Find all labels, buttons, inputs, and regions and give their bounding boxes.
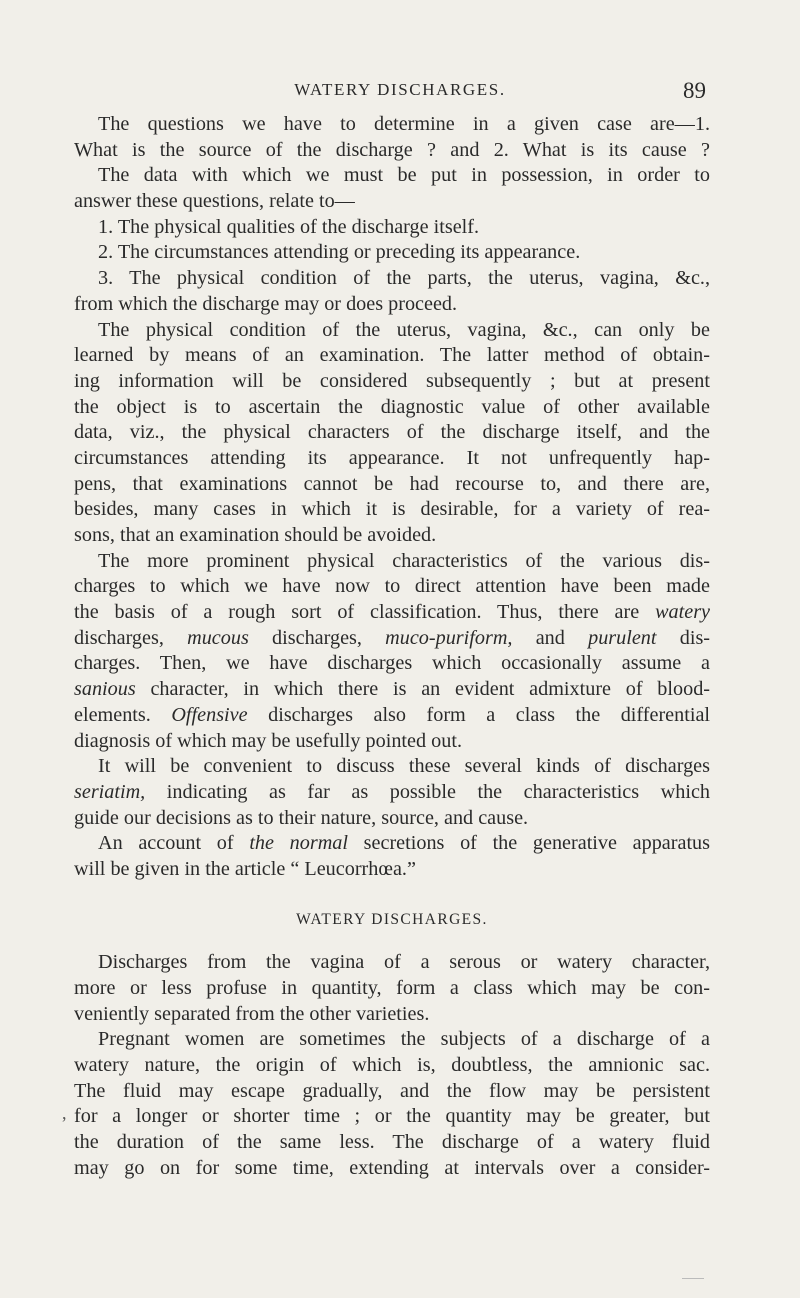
text-line: veniently separated from the other varieties. — [74, 1002, 430, 1025]
text-run: An account of — [98, 832, 234, 855]
text-line — [74, 677, 710, 703]
body-text — [74, 112, 710, 1182]
text-line: more or less profuse in quantity, form a class which may be con- — [74, 977, 710, 999]
text-line: The physical condition of the uterus, vagina, &c., can only be — [98, 318, 710, 341]
text-line: may go on for some time, extending at intervals over a consider- — [74, 1156, 710, 1179]
italic-term: watery — [655, 601, 711, 624]
text-run: indicating as far as possible the characteristics which — [166, 780, 711, 803]
list-item: 3. The physical condition of the parts, the uterus, vagina, &c., — [98, 267, 710, 290]
text-line: The more prominent physical characteristics of the various dis- — [98, 549, 710, 572]
text-line: The fluid may escape gradually, and the flow may be persistent — [74, 1079, 710, 1102]
text-line: diagnosis of which may be usefully pointed out. — [74, 729, 462, 752]
margin-mark: , — [62, 1103, 67, 1123]
text-line: charges. Then, we have discharges which occasionally assume a — [74, 652, 710, 675]
italic-term: mucous — [187, 626, 249, 649]
text-run: discharges, — [74, 626, 164, 649]
page-number: 89 — [683, 78, 706, 103]
text-line: guide our decisions as to their nature, source, and cause. — [74, 806, 529, 829]
text-line — [74, 831, 710, 857]
text-line: The data with which we must be put in possession, in order to — [98, 164, 710, 187]
italic-term: purulent — [588, 626, 657, 649]
text-line: Discharges from the vagina of a serous or watery character, — [98, 951, 710, 974]
text-line: pens, that examinations cannot be had recourse to, and there are, — [74, 472, 710, 495]
text-line: charges to which we have now to direct attention have been made — [74, 575, 710, 598]
italic-term: muco-puriform, — [385, 626, 513, 649]
text-line: watery nature, the origin of which is, doubtless, the amnionic sac. — [74, 1054, 710, 1077]
text-line — [74, 600, 710, 626]
list-item: 1. The physical qualities of the discharge itself. — [98, 215, 480, 238]
text-line — [74, 780, 710, 806]
text-run: discharges, — [272, 626, 362, 649]
italic-term: Offensive — [171, 703, 248, 726]
text-line: for a longer or shorter time ; or the quantity may be greater, but — [74, 1105, 710, 1128]
text-run: elements. — [74, 703, 151, 726]
text-line: will be given in the article “ Leucorrhœa.” — [74, 857, 416, 880]
text-line: circumstances attending its appearance. It not unfrequently hap- — [74, 446, 710, 469]
italic-term: sanious — [74, 678, 136, 701]
text-run: character, in which there is an evident admixture of blood- — [150, 678, 711, 701]
text-line: What is the source of the discharge ? and 2. What is its cause ? — [74, 138, 710, 161]
text-line: the duration of the same less. The discharge of a watery fluid — [74, 1131, 710, 1154]
text-line — [74, 703, 710, 729]
text-line: sons, that an examination should be avoided. — [74, 524, 437, 546]
text-run: dis- — [679, 626, 711, 649]
text-line: The questions we have to determine in a given case are—1. — [98, 113, 710, 135]
running-title: WATERY DISCHARGES. — [294, 80, 506, 99]
text-line: learned by means of an examination. The latter method of obtain- — [74, 344, 710, 367]
list-item-continuation: from which the discharge may or does proceed. — [74, 292, 458, 315]
text-line: ing information will be considered subsequently ; but at present — [74, 369, 710, 392]
italic-term: the normal — [249, 832, 348, 855]
text-line: besides, many cases in which it is desirable, for a variety of rea- — [74, 498, 710, 521]
italic-term: seriatim, — [74, 780, 146, 803]
text-line: the object is to ascertain the diagnostic value of other available — [74, 395, 710, 418]
section-heading: WATERY DISCHARGES. — [296, 910, 488, 928]
text-run: discharges also form a class the differential — [268, 703, 711, 726]
text-run: the basis of a rough sort of classification. Thus, there are — [74, 601, 640, 624]
text-line: answer these questions, relate to— — [74, 190, 355, 213]
list-item: 2. The circumstances attending or preceding its appearance. — [98, 241, 581, 264]
text-line: Pregnant women are sometimes the subjects of a discharge of a — [98, 1028, 710, 1051]
text-run: secretions of the generative apparatus — [363, 832, 710, 855]
text-run: and — [535, 626, 565, 649]
text-line — [74, 626, 710, 652]
text-line: data, viz., the physical characters of the discharge itself, and the — [74, 421, 710, 444]
text-line: It will be convenient to discuss these several kinds of discharges — [98, 755, 710, 778]
running-head — [0, 78, 800, 104]
print-speck — [682, 1278, 704, 1279]
